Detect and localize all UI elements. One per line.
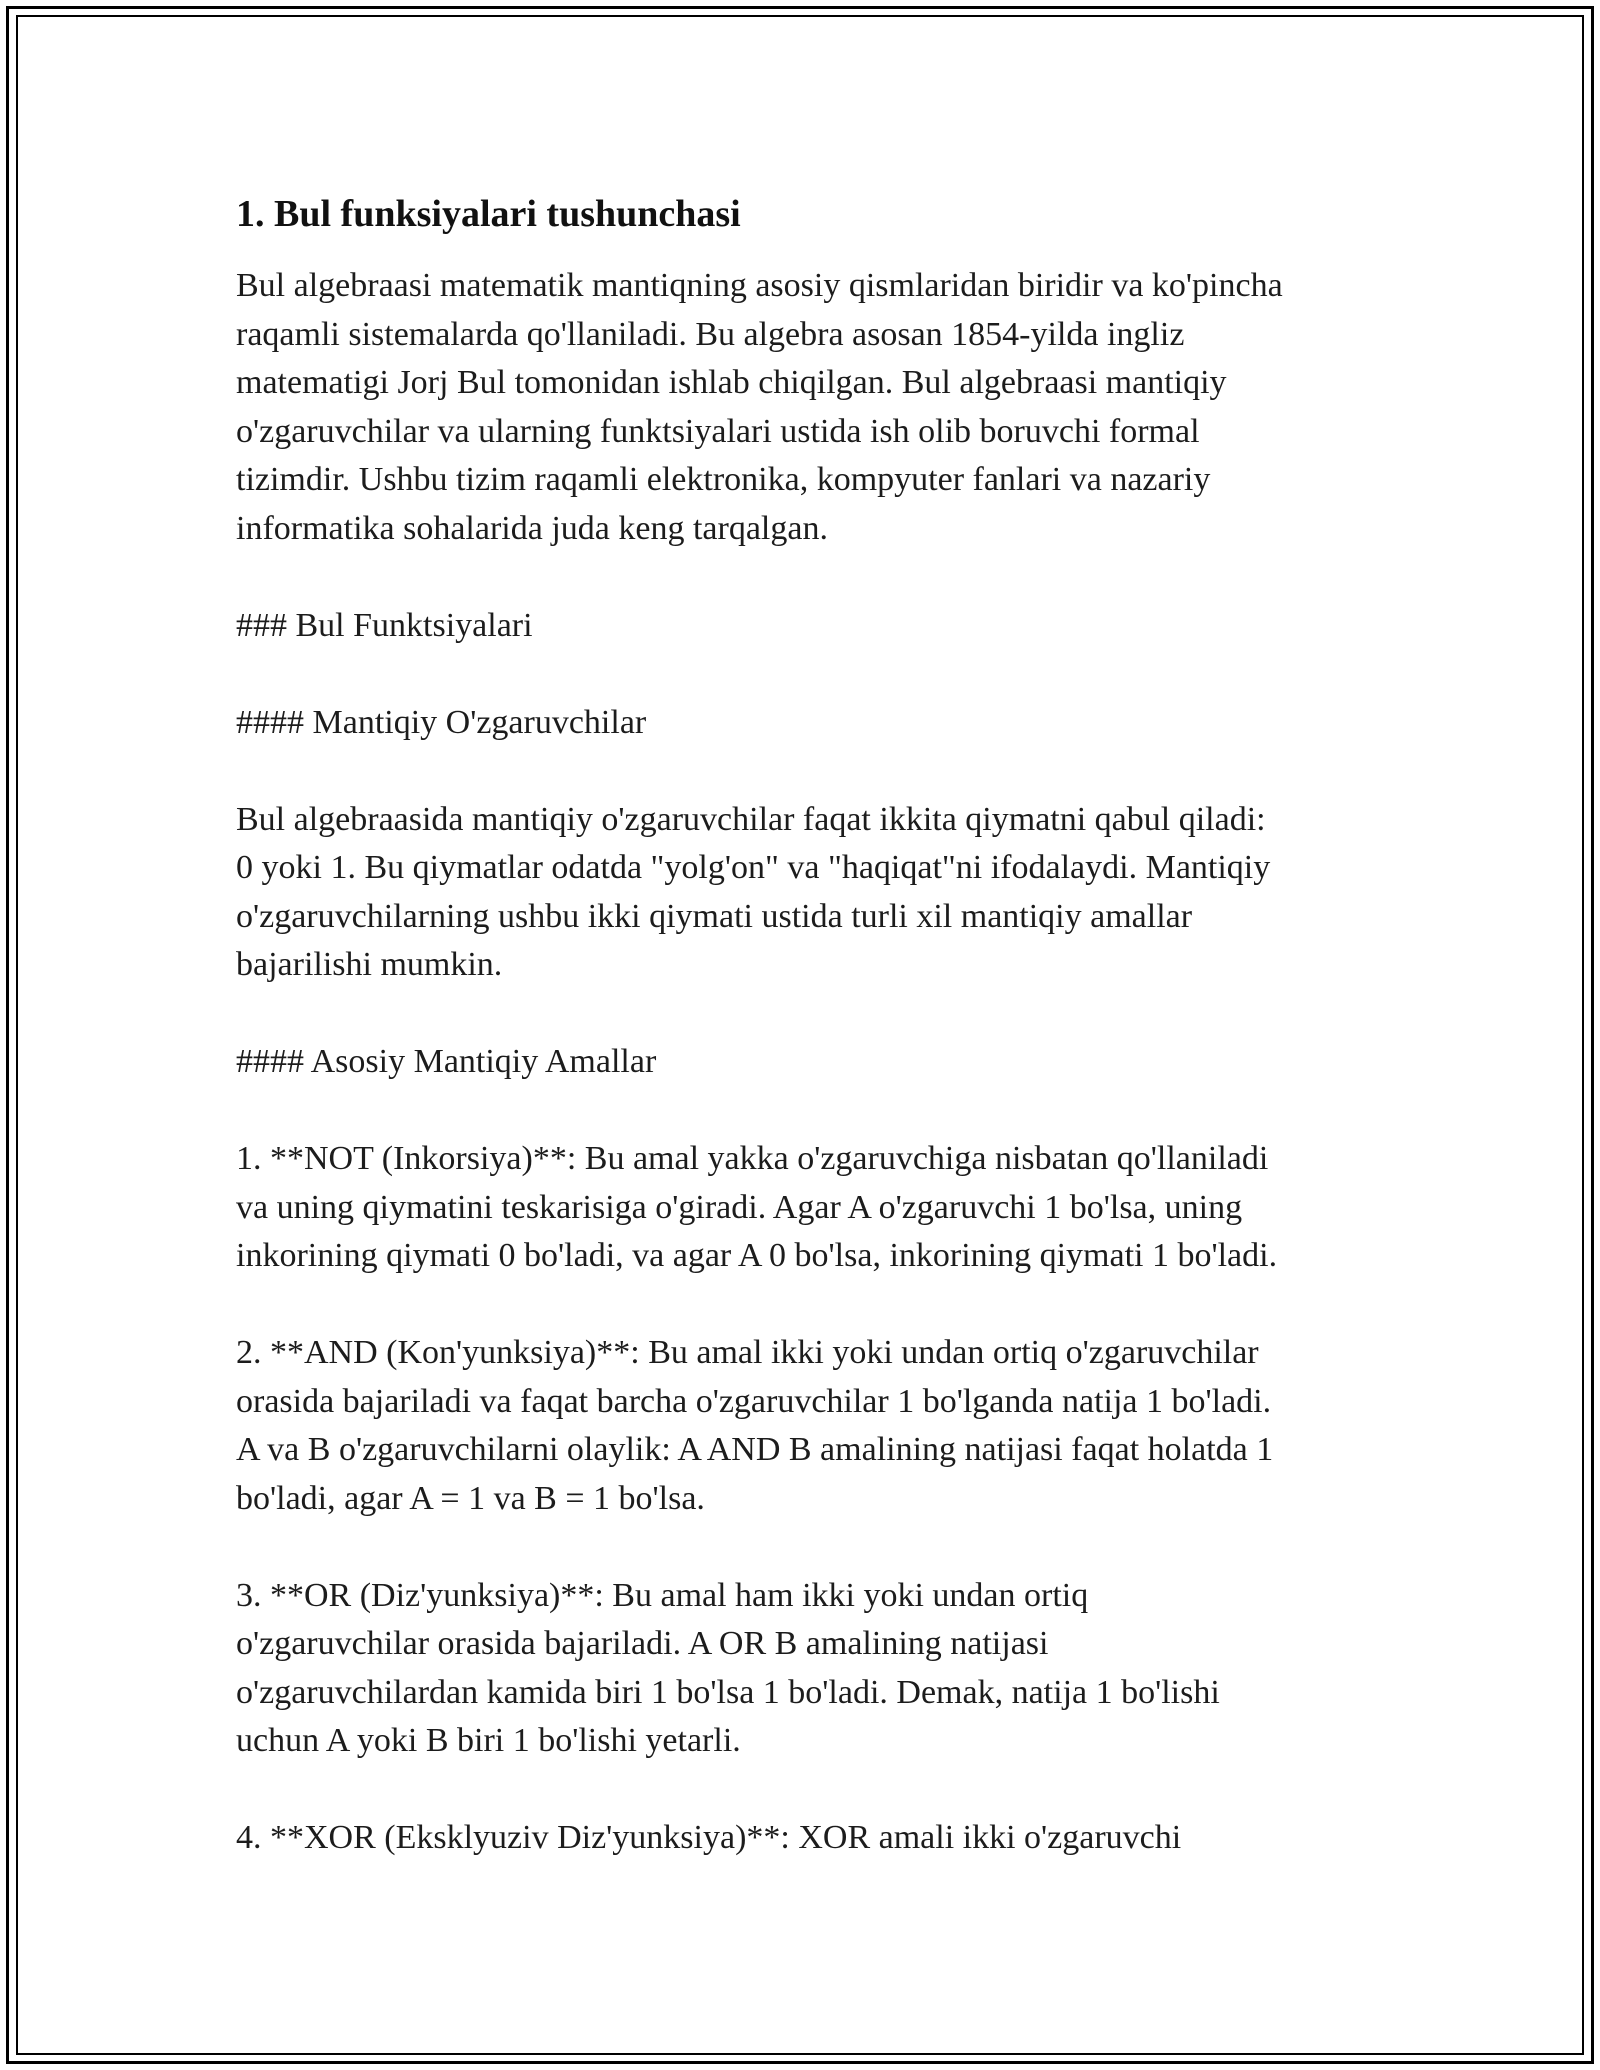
heading-bul-funktsiyalari (236, 602, 1386, 651)
text-line: inkorining qiymati 0 bo'ladi, va agar A 0 bo'lsa, inkorining qiymati 1 bo'ladi. (236, 1237, 1278, 1274)
text-line: 1. **NOT (Inkorsiya)**: Bu amal yakka o'zgaruvchiga nisbatan qo'llaniladi (236, 1140, 1269, 1177)
item-not (236, 1135, 1386, 1281)
text-line: raqamli sistemalarda qo'llaniladi. Bu algebra asosan 1854-yilda ingliz (236, 315, 1185, 353)
text-line: Bul algebraasida mantiqiy o'zgaruvchilar faqat ikkita qiymatni qabul qiladi: (236, 800, 1266, 838)
paragraph-spacing (236, 650, 1386, 699)
text-line: bo'ladi, agar A = 1 va B = 1 bo'lsa. (236, 1479, 705, 1517)
item-and (236, 1329, 1386, 1523)
text-line: orasida bajariladi va faqat barcha o'zgaruvchilar 1 bo'lganda natija 1 bo'ladi. (236, 1382, 1272, 1420)
text-line: va uning qiymatini teskarisiga o'giradi. Agar A o'zgaruvchi 1 bo'lsa, uning (236, 1188, 1243, 1226)
text-line: informatika sohalarida juda keng tarqalgan. (236, 509, 828, 547)
paragraph-spacing (236, 553, 1386, 602)
paragraph-spacing (236, 1281, 1386, 1330)
item-xor (236, 1814, 1386, 1863)
text-line: Bul algebraasi matematik mantiqning asosiy qismlaridan biridir va ko'pincha (236, 267, 1283, 304)
document-body (236, 186, 1386, 1863)
text-line: o'zgaruvchilardan kamida biri 1 bo'lsa 1 bo'ladi. Demak, natija 1 bo'lishi (236, 1673, 1220, 1711)
document-title: 1. Bul funksiyalari tushunchasi (236, 193, 741, 235)
paragraph-spacing (236, 1087, 1386, 1136)
text-line: uchun A yoki B biri 1 bo'lishi yetarli. (236, 1722, 741, 1759)
variables-paragraph (236, 796, 1386, 990)
paragraph-spacing (236, 747, 1386, 796)
text-line: matematigi Jorj Bul tomonidan ishlab chiqilgan. Bul algebraasi mantiqiy (236, 364, 1227, 401)
text-line: o'zgaruvchilar va ularning funktsiyalari ustida ish olib boruvchi formal (236, 412, 1200, 450)
document-blocks (236, 262, 1386, 1863)
text-line: #### Asosiy Mantiqiy Amallar (236, 1043, 657, 1080)
text-line: 3. **OR (Diz'yunksiya)**: Bu amal ham ikki yoki undan ortiq (236, 1576, 1089, 1614)
item-or (236, 1572, 1386, 1766)
text-line: 2. **AND (Kon'yunksiya)**: Bu amal ikki yoki undan ortiq o'zgaruvchilar (236, 1334, 1259, 1371)
heading-asosiy-mantiqiy-amallar (236, 1038, 1386, 1087)
paragraph-spacing (236, 1523, 1386, 1572)
text-line: ### Bul Funktsiyalari (236, 606, 533, 644)
text-line: #### Mantiqiy O'zgaruvchilar (236, 703, 647, 741)
text-line: o'zgaruvchilar orasida bajariladi. A OR B amalining natijasi (236, 1625, 1049, 1662)
text-line: A va B o'zgaruvchilarni olaylik: A AND B amalining natijasi faqat holatda 1 (236, 1431, 1274, 1468)
paragraph-spacing (236, 1766, 1386, 1815)
text-line: 0 yoki 1. Bu qiymatlar odatda "yolg'on" va "haqiqat"ni ifodalaydi. Mantiqiy (236, 849, 1271, 886)
text-line: tizimdir. Ushbu tizim raqamli elektronika, kompyuter fanlari va nazariy (236, 461, 1211, 498)
text-line: bajarilishi mumkin. (236, 946, 503, 983)
title-spacing (236, 242, 1386, 262)
paragraph-spacing (236, 990, 1386, 1039)
intro-paragraph (236, 262, 1386, 553)
heading-mantiqiy-ozgaruvchilar (236, 699, 1386, 748)
text-line: o'zgaruvchilarning ushbu ikki qiymati ustida turli xil mantiqiy amallar (236, 897, 1193, 935)
text-line: 4. **XOR (Eksklyuziv Diz'yunksiya)**: XOR amali ikki o'zgaruvchi (236, 1819, 1182, 1856)
